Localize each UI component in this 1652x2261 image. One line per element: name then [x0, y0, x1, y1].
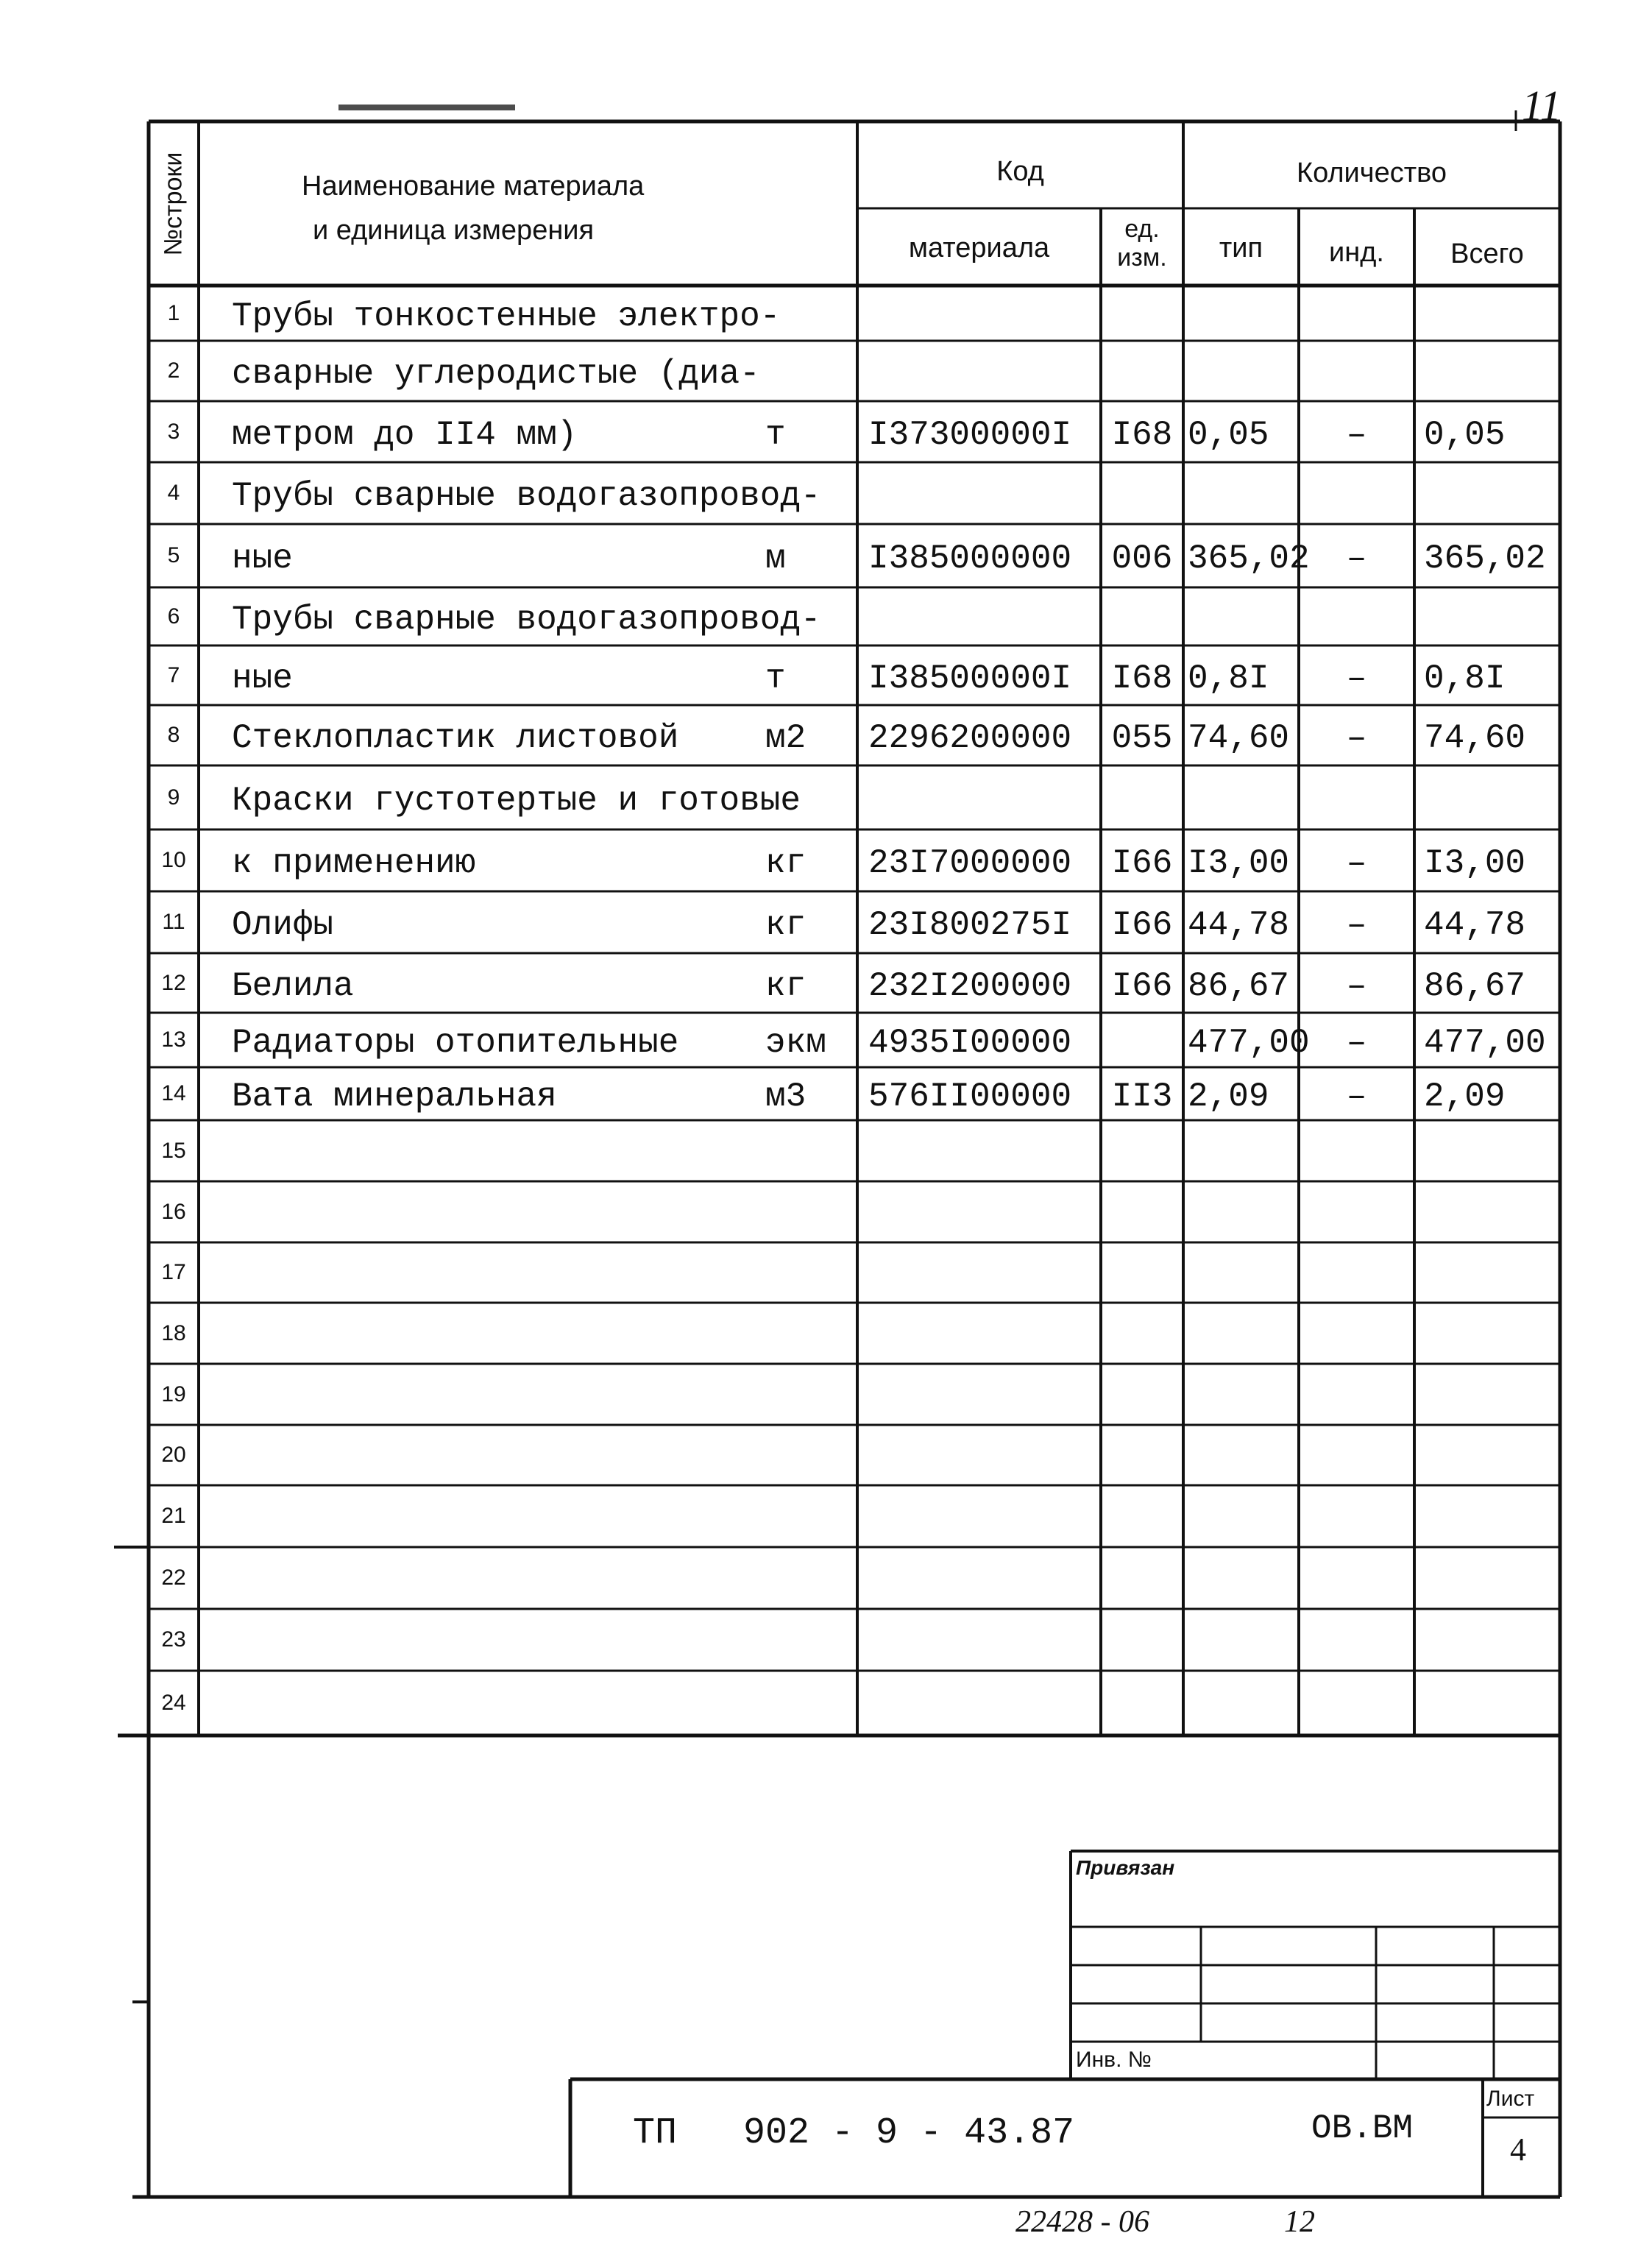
unit-of-measure: т — [765, 659, 786, 698]
material-name: Трубы сварные водогазопровод- — [232, 601, 821, 639]
material-code: 4935I00000 — [868, 1024, 1072, 1062]
qty-group-header: Количество — [1296, 158, 1447, 188]
unit-code: I68 — [1111, 416, 1173, 454]
material-name: к применению — [232, 844, 476, 882]
quantity-type: 0,05 — [1188, 416, 1269, 454]
material-name: Трубы сварные водогазопровод- — [232, 477, 821, 515]
quantity-type: 365,02 — [1188, 539, 1310, 578]
project-designation: ТП 902 - 9 - 43.87 — [633, 2112, 1075, 2154]
quantity-type: 2,09 — [1188, 1078, 1269, 1116]
unit-code: I66 — [1111, 844, 1173, 882]
material-name: ные — [232, 539, 293, 578]
quantity-total: 2,09 — [1424, 1078, 1506, 1116]
quantity-type: 477,00 — [1188, 1024, 1310, 1062]
quantity-total: 365,02 — [1424, 539, 1546, 578]
quantity-individual: – — [1346, 844, 1367, 882]
unit-of-measure: м3 — [765, 1078, 806, 1116]
type-qty-header: тип — [1219, 233, 1263, 263]
material-name: Трубы тонкостенные электро- — [232, 297, 781, 336]
total-qty-header: Всего — [1450, 238, 1524, 269]
row-number: 18 — [161, 1321, 186, 1345]
unit-code: 006 — [1111, 539, 1173, 578]
row-number: 17 — [161, 1260, 186, 1284]
material-code: I37300000I — [868, 416, 1072, 454]
material-name: Радиаторы отопительные — [232, 1024, 679, 1062]
material-code: 23I800275I — [868, 906, 1072, 944]
unit-of-measure: т — [765, 416, 786, 454]
material-code: I385000000 — [868, 539, 1072, 578]
unit-code: II3 — [1111, 1078, 1173, 1116]
material-code-header: материала — [908, 233, 1050, 263]
quantity-individual: – — [1346, 1078, 1367, 1116]
sheet-label: Лист — [1486, 2087, 1535, 2111]
row-number: 14 — [161, 1081, 186, 1105]
ind-qty-header: инд. — [1329, 237, 1384, 268]
material-code: 2296200000 — [868, 719, 1072, 757]
unit-of-measure: кг — [765, 906, 806, 944]
material-code: I38500000I — [868, 659, 1072, 698]
row-number: 16 — [161, 1200, 186, 1224]
quantity-individual: – — [1346, 539, 1367, 578]
material-code: 576II00000 — [868, 1078, 1072, 1116]
material-name: Олифы — [232, 906, 334, 944]
quantity-individual: – — [1346, 416, 1367, 454]
row-number: 3 — [167, 420, 180, 444]
material-code: 232I200000 — [868, 967, 1072, 1005]
row-number: 15 — [161, 1139, 186, 1163]
quantity-type: 44,78 — [1188, 906, 1290, 944]
quantity-individual: – — [1346, 1024, 1367, 1062]
unit-code: I68 — [1111, 659, 1173, 698]
order-number: 22428 - 06 — [1015, 2205, 1149, 2239]
material-code: 23I7000000 — [868, 844, 1072, 882]
code-group-header: Код — [996, 156, 1044, 187]
quantity-total: 0,8I — [1424, 659, 1506, 698]
material-name: ные — [232, 659, 293, 698]
quantity-individual: – — [1346, 719, 1367, 757]
row-number: 23 — [161, 1627, 186, 1652]
material-name: Белила — [232, 967, 354, 1005]
page-number: 12 — [1284, 2205, 1315, 2239]
row-number: 10 — [161, 848, 186, 872]
unit-of-measure: м — [765, 539, 786, 578]
row-number: 6 — [167, 604, 180, 629]
row-number: 24 — [161, 1691, 186, 1715]
row-number: 22 — [161, 1565, 186, 1590]
unit-code-header: ед. изм. — [1117, 215, 1167, 272]
material-name: Стеклопластик листовой — [232, 719, 679, 757]
material-name: Вата минеральная — [232, 1078, 557, 1116]
quantity-individual: – — [1346, 659, 1367, 698]
row-number: 11 — [162, 910, 185, 934]
quantity-type: 74,60 — [1188, 719, 1290, 757]
quantity-type: I3,00 — [1188, 844, 1290, 882]
unit-of-measure: кг — [765, 844, 806, 882]
row-number: 7 — [167, 663, 180, 687]
row-number-header: №строки — [159, 152, 188, 255]
row-number: 5 — [167, 543, 180, 567]
row-number: 9 — [167, 785, 180, 810]
quantity-total: I3,00 — [1424, 844, 1526, 882]
row-number: 4 — [167, 481, 180, 505]
row-number: 13 — [161, 1027, 186, 1052]
unit-code: I66 — [1111, 906, 1173, 944]
quantity-total: 0,05 — [1424, 416, 1506, 454]
privyazan-label: Привязан — [1076, 1856, 1175, 1879]
quantity-total: 477,00 — [1424, 1024, 1546, 1062]
name-column-header-line1: Наименование материала — [302, 171, 645, 202]
row-number: 8 — [167, 723, 180, 747]
quantity-type: 86,67 — [1188, 967, 1290, 1005]
material-name: метром до II4 мм) — [232, 416, 578, 454]
name-column-header-line2: и единица измерения — [313, 215, 595, 246]
quantity-type: 0,8I — [1188, 659, 1269, 698]
row-number: 1 — [167, 301, 180, 325]
quantity-individual: – — [1346, 906, 1367, 944]
quantity-total: 86,67 — [1424, 967, 1526, 1005]
unit-of-measure: экм — [765, 1024, 826, 1062]
unit-of-measure: м2 — [765, 719, 806, 757]
inventory-number-label: Инв. № — [1076, 2048, 1152, 2072]
section-code: ОВ.ВМ — [1311, 2109, 1414, 2148]
sheet-number: 4 — [1510, 2131, 1526, 2168]
unit-of-measure: кг — [765, 967, 806, 1005]
quantity-total: 74,60 — [1424, 719, 1526, 757]
row-number: 20 — [161, 1443, 186, 1467]
row-number: 2 — [167, 358, 180, 383]
unit-code: I66 — [1111, 967, 1173, 1005]
material-name: сварные углеродистые (диа- — [232, 355, 760, 393]
quantity-total: 44,78 — [1424, 906, 1526, 944]
material-name: Краски густотертые и готовые — [232, 782, 801, 820]
row-number: 12 — [161, 971, 186, 995]
corner-page-mark: 11 — [1522, 82, 1561, 130]
row-number: 19 — [161, 1382, 186, 1407]
quantity-individual: – — [1346, 967, 1367, 1005]
row-number: 21 — [161, 1504, 186, 1528]
unit-code: 055 — [1111, 719, 1173, 757]
